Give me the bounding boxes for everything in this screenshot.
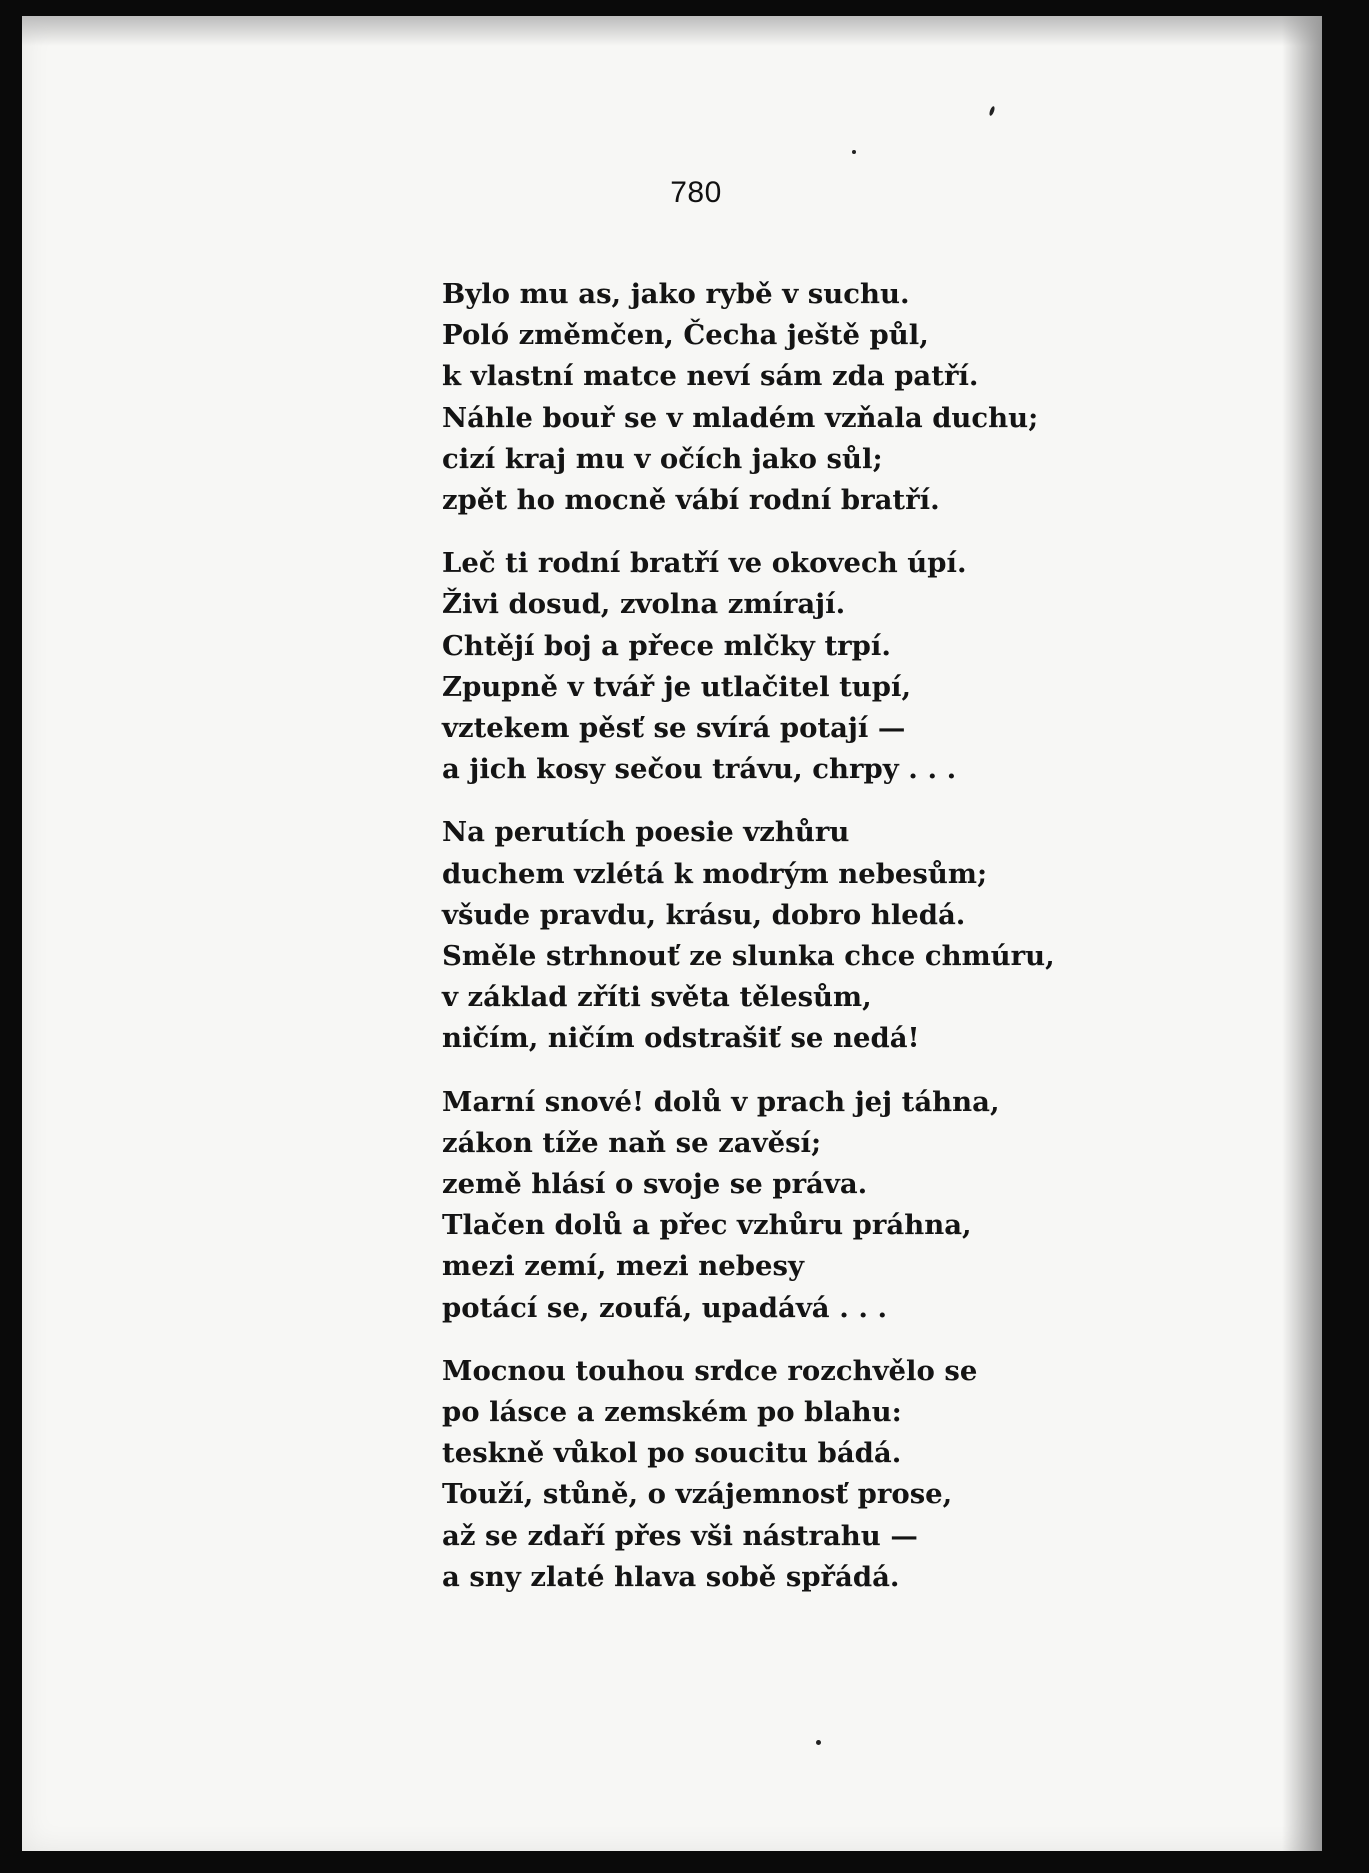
poem-line: Leč ti rodní bratří ve okovech úpí. <box>442 547 967 580</box>
stanza <box>442 274 1122 521</box>
poem-line: potácí se, zoufá, upadává . . . <box>442 1291 888 1324</box>
poem-line: zákon tíže naň se zavěsí; <box>442 1126 822 1159</box>
poem-line: Touží, stůně, o vzájemnosť prose, <box>442 1478 953 1511</box>
page-right-shadow <box>1282 16 1322 1851</box>
stanza <box>442 1351 1122 1598</box>
poem-line: cizí kraj mu v očích jako sůl; <box>442 442 883 475</box>
ink-speck <box>988 106 995 117</box>
stanza <box>442 812 1122 1059</box>
poem <box>442 274 1122 1620</box>
poem-line: země hlásí o svoje se práva. <box>442 1168 868 1201</box>
stanza <box>442 1082 1122 1329</box>
poem-line: v základ zříti světa tělesům, <box>442 981 872 1014</box>
poem-line: Náhle bouř se v mladém vzňala duchu; <box>442 401 1039 434</box>
poem-line: Zpupně v tvář je utlačitel tupí, <box>442 670 912 703</box>
poem-line: k vlastní matce neví sám zda patří. <box>442 360 979 393</box>
poem-line: a sny zlaté hlava sobě spřádá. <box>442 1560 900 1593</box>
page-top-shadow <box>22 16 1322 46</box>
poem-line: Marní snové! dolů v prach jej táhna, <box>442 1085 1000 1118</box>
poem-line: Bylo mu as, jako rybě v suchu. <box>442 278 910 310</box>
poem-line: všude pravdu, krásu, dobro hledá. <box>442 898 966 931</box>
poem-line: ničím, ničím odstrašiť se nedá! <box>442 1022 920 1055</box>
poem-line: teskně vůkol po soucitu bádá. <box>442 1437 902 1470</box>
poem-line: po lásce a zemském po blahu: <box>442 1396 902 1429</box>
poem-line: zpět ho mocně vábí rodní bratří. <box>442 484 940 517</box>
poem-line: Poló změmčen, Čecha ještě půl, <box>442 319 929 352</box>
poem-line: a jich kosy sečou trávu, chrpy . . . <box>442 753 957 786</box>
poem-line: Živi dosud, zvolna zmírají. <box>442 588 846 621</box>
ink-speck <box>816 1740 821 1745</box>
poem-line: vztekem pěsť se svírá potají — <box>442 712 906 745</box>
poem-line: Na perutích poesie vzhůru <box>442 816 850 849</box>
page-number: 780 <box>670 176 722 209</box>
poem-line: Mocnou touhou srdce rozchvělo se <box>442 1354 978 1387</box>
stanza <box>442 543 1122 790</box>
poem-line: Chtějí boj a přece mlčky trpí. <box>442 629 891 662</box>
poem-line: Tlačen dolů a přec vzhůru práhna, <box>442 1209 972 1242</box>
poem-line: až se zdaří přes vši nástrahu — <box>442 1519 918 1552</box>
poem-line: duchem vzlétá k modrým nebesům; <box>442 857 988 890</box>
poem-line: Směle strhnouť ze slunka chce chmúru, <box>442 940 1055 973</box>
ink-speck <box>852 150 856 154</box>
book-page <box>22 16 1322 1851</box>
poem-line: mezi zemí, mezi nebesy <box>442 1250 804 1283</box>
